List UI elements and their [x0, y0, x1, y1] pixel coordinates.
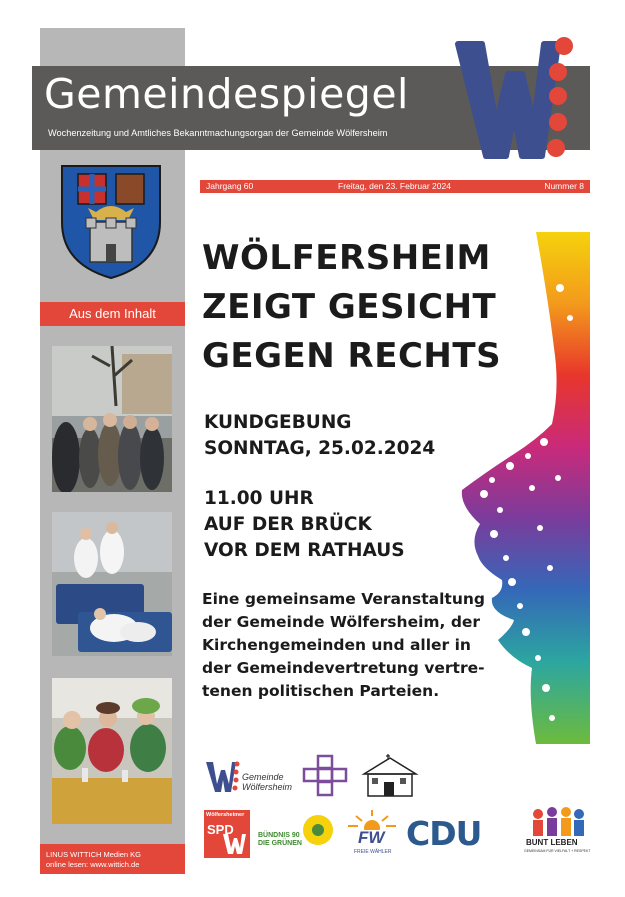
publisher-name: LINUS WITTICH Medien KG	[46, 850, 142, 859]
event-date: SONNTAG, 25.02.2024	[204, 438, 436, 459]
event-place-line-2: VOR DEM RATHAUS	[204, 540, 405, 561]
gemeinde-logo-line-1: Gemeinde	[242, 772, 284, 782]
event-type: KUNDGEBUNG	[204, 412, 352, 433]
headline-line-1: WÖLFERSHEIM	[202, 238, 491, 278]
judo-training-photo	[52, 512, 172, 656]
issue-number: Nummer 8	[544, 181, 584, 191]
freie-waehler-logo	[344, 808, 400, 858]
publisher-link[interactable]: online lesen: www.wittich.de	[46, 860, 140, 869]
gruene-logo	[258, 812, 338, 856]
small-w-logo-icon	[204, 758, 240, 794]
issue-date: Freitag, den 23. Februar 2024	[338, 181, 451, 191]
masthead-subtitle: Wochenzeitung und Amtliches Bekanntmachungsorgan der Gemeinde Wölfersheim	[48, 128, 388, 138]
coat-of-arms-icon	[56, 160, 166, 282]
bunt-leben-logo	[524, 806, 590, 860]
church-cross-icon	[300, 754, 350, 798]
fw-sub: FREIE WÄHLER	[354, 849, 392, 855]
gemeinde-logo-line-2: Wölfersheim	[242, 782, 293, 792]
description-line-3: Kirchengemeinden und aller in	[202, 636, 471, 654]
cdu-logo: CDU	[406, 814, 482, 853]
outdoor-group-photo	[52, 346, 172, 492]
fw-name: FW	[358, 828, 385, 847]
sun-rays-icon	[344, 808, 400, 830]
description-block	[202, 588, 485, 703]
gruene-line-2: DIE GRÜNEN	[258, 840, 302, 847]
spd-w-icon	[222, 832, 248, 856]
church-building-icon	[360, 752, 420, 800]
gemeinde-logo	[204, 756, 294, 796]
event-place-line-1: AUF DER BRÜCK	[204, 514, 372, 535]
gruene-line-1: BÜNDNIS 90	[258, 832, 300, 839]
masthead-title: Gemeindespiegel	[44, 70, 409, 118]
contents-label: Aus dem Inhalt	[40, 302, 185, 326]
location-block	[204, 486, 405, 564]
description-line-4: der Gemeindevertretung vertre-	[202, 659, 485, 677]
description-line-5: tenen politischen Parteien.	[202, 682, 440, 700]
gemeinde-w-logo	[452, 34, 574, 166]
issue-volume: Jahrgang 60	[206, 181, 254, 191]
issue-info-bar	[200, 180, 590, 193]
description-line-1: Eine gemeinsame Veranstaltung	[202, 590, 485, 608]
headline-line-2: ZEIGT GESICHT	[202, 287, 497, 327]
spd-name: SPD	[207, 822, 234, 837]
publisher-footer	[40, 844, 185, 874]
people-group-icon	[530, 806, 586, 836]
description-line-2: der Gemeinde Wölfersheim, der	[202, 613, 481, 631]
headline-line-3: GEGEN RECHTS	[202, 336, 502, 376]
event-time: 11.00 UHR	[204, 488, 314, 509]
bunt-leben-name: BUNT LEBEN	[526, 838, 578, 847]
spd-logo	[204, 810, 250, 858]
bunt-leben-sub: GEMEINSAM FÜR VIELFALT + RESPEKT	[524, 849, 591, 853]
spd-top-text: Wölfersheimer	[206, 812, 245, 818]
sunflower-icon	[300, 812, 336, 848]
senior-carnival-photo	[52, 678, 172, 824]
event-block	[204, 410, 435, 462]
main-headline	[202, 234, 501, 381]
